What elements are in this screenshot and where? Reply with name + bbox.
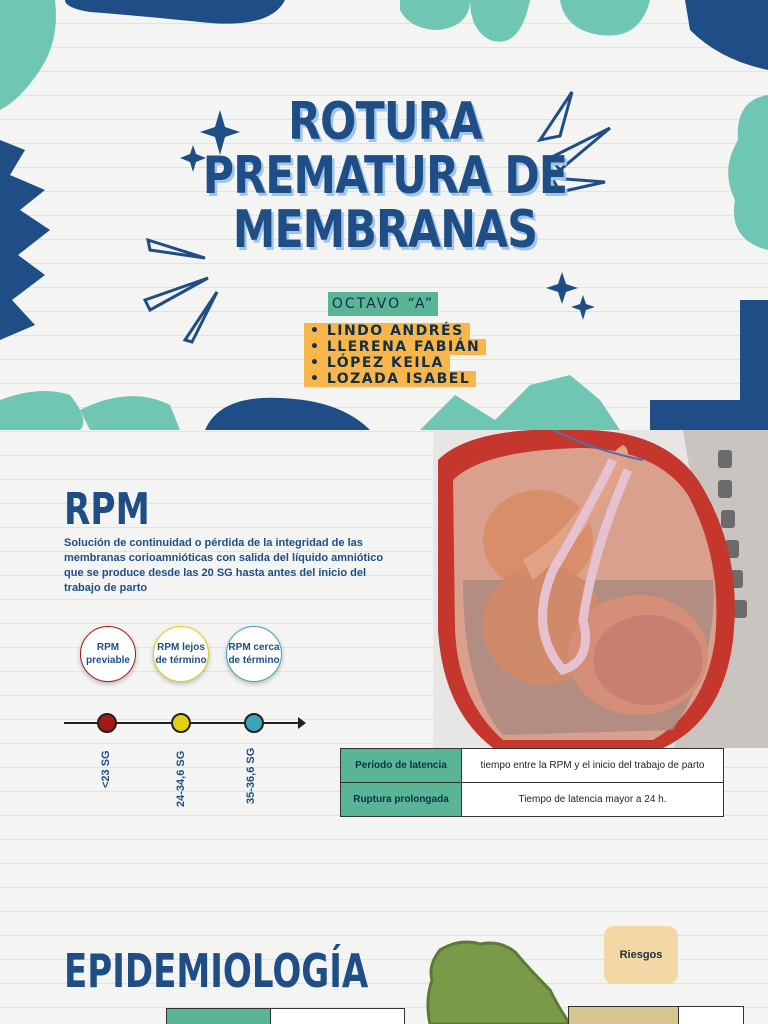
section-heading: RPM	[64, 484, 150, 535]
title-line: MEMBRANAS	[232, 200, 538, 260]
timeline-bubble-previable	[80, 626, 136, 682]
epidemiology-slide	[0, 900, 768, 1024]
range-label: 24-34,6 SG	[175, 750, 187, 807]
title-slide	[0, 0, 768, 430]
section-heading: EPIDEMIOLOGÍA	[64, 944, 369, 998]
rpm-slide	[0, 430, 768, 900]
bubble-label: RPM lejos de término	[155, 642, 207, 666]
definition-text: Solución de continuidad o pérdida de la integridad de las membranas corioamnióticas con salida del líquido amniótico que se produce desde las 20 SG hasta antes del inicio del trabajo de parto	[64, 537, 384, 594]
timeline-dot	[171, 713, 191, 733]
fetus-illustration	[433, 430, 768, 748]
terms-table	[340, 748, 724, 817]
map-illustration	[420, 930, 580, 1024]
timeline-bubble-cerca	[226, 626, 282, 682]
bubble-label: RPM previable	[86, 642, 130, 666]
range-label: <23 SG	[100, 750, 112, 788]
table-row	[341, 749, 724, 783]
table-cell	[270, 1008, 405, 1024]
title-line: PREMATURA DE	[202, 146, 568, 206]
presentation-title	[192, 92, 577, 260]
table-header-cell	[166, 1008, 272, 1024]
timeline-dot	[244, 713, 264, 733]
author-item: • LOZADA ISABEL	[304, 371, 476, 387]
title-line: ROTURA	[288, 92, 482, 152]
table-cell	[678, 1006, 744, 1024]
term-cell: Período de latencia	[341, 749, 462, 783]
definition-cell: tiempo entre la RPM y el inicio del trabajo de parto	[462, 749, 724, 783]
definition-cell: Tiempo de latencia mayor a 24 h.	[462, 783, 724, 817]
riesgos-badge: Riesgos	[604, 926, 678, 984]
author-item: • LLERENA FABIÁN	[304, 339, 486, 355]
author-item: • LÓPEZ KEILA	[304, 355, 450, 371]
class-badge: OCTAVO “A”	[328, 292, 438, 316]
table-header-cell	[568, 1006, 680, 1024]
timeline-bubble-lejos	[153, 626, 209, 682]
timeline-arrow-icon	[298, 717, 306, 729]
author-list	[304, 322, 486, 386]
bubble-label: RPM cerca de término	[228, 642, 280, 666]
range-label: 35-36,6 SG	[245, 747, 257, 804]
term-cell: Ruptura prolongada	[341, 783, 462, 817]
author-item: • LINDO ANDRÉS	[304, 323, 470, 339]
timeline-dot	[97, 713, 117, 733]
table-row	[341, 783, 724, 817]
